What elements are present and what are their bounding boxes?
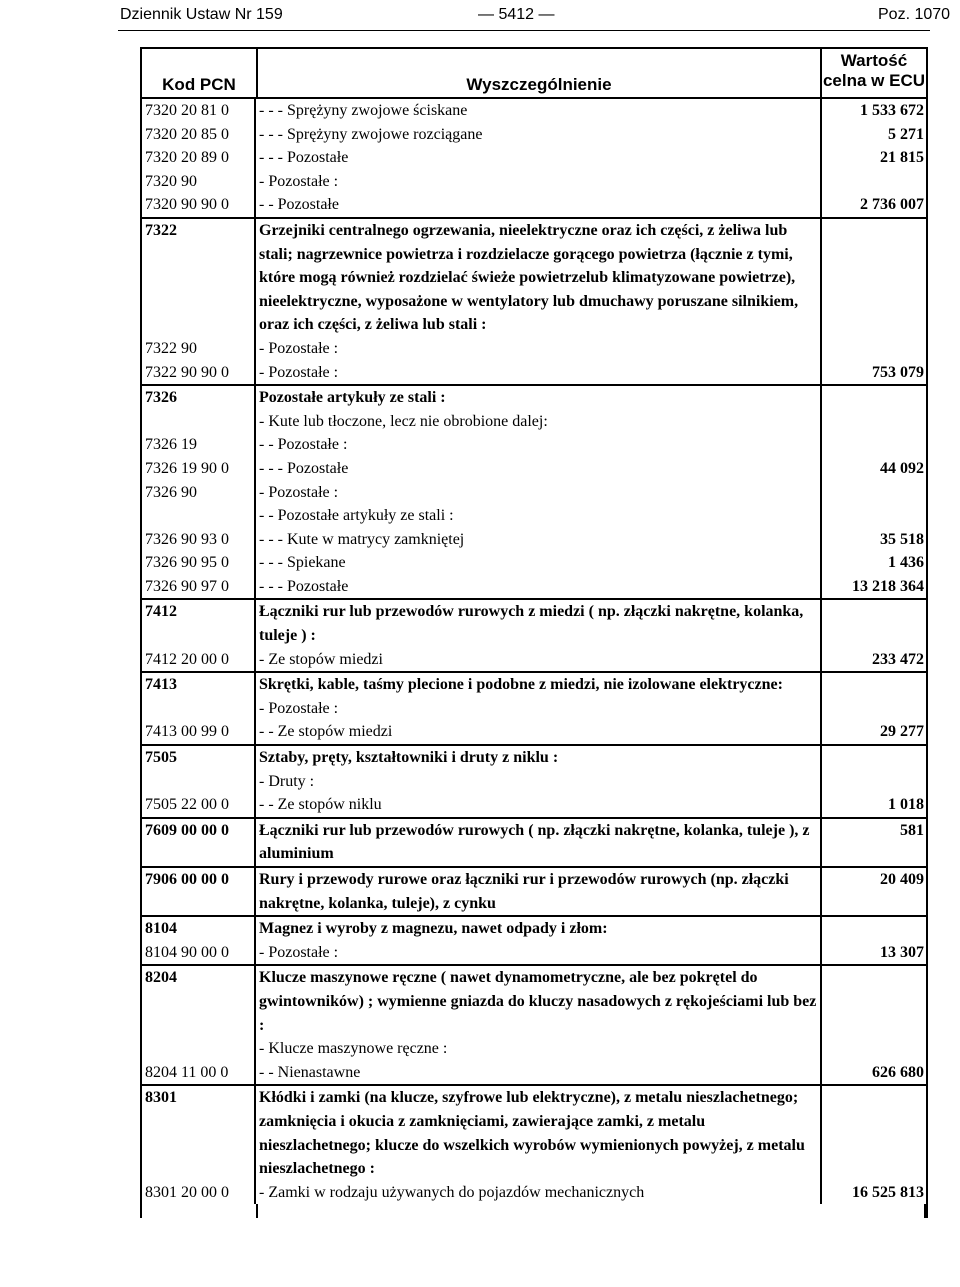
- customs-value: 13 218 364: [852, 577, 924, 595]
- table-row: [142, 817, 926, 866]
- customs-value: 5 271: [888, 125, 924, 143]
- customs-value: [822, 600, 926, 647]
- description: - - - Sprężyny zwojowe rozciągane: [256, 123, 822, 147]
- table-row: [142, 528, 926, 552]
- table-row: [142, 720, 926, 744]
- page-number: — 5412 —: [478, 6, 555, 23]
- description: - - Nienastawne: [256, 1061, 822, 1085]
- customs-value: 35 518: [880, 530, 924, 548]
- customs-value: 233 472: [872, 650, 924, 668]
- table-row: [142, 1061, 926, 1085]
- pcn-code: [142, 697, 256, 721]
- customs-value: [822, 917, 926, 941]
- table-row: [142, 941, 926, 965]
- customs-value: [822, 697, 926, 721]
- pcn-code: 8301: [142, 1086, 256, 1180]
- table-row: [142, 671, 926, 697]
- pcn-code: 7320 20 81 0: [142, 99, 256, 123]
- description: - Pozostałe :: [256, 481, 822, 505]
- customs-value: [822, 481, 926, 505]
- table-row: [142, 361, 926, 385]
- description: - Pozostałe :: [256, 697, 822, 721]
- description: - - Ze stopów niklu: [256, 793, 822, 817]
- customs-value: 44 092: [880, 459, 924, 477]
- header-rule: [118, 30, 930, 31]
- description: Grzejniki centralnego ogrzewania, nieelektryczne oraz ich części, z żeliwa lub stali; nagrzewnice powietrza i rozdzielacze gorącego powietrza (łącznie z tymi, które mogą również rozdzielać świeże powietrzelub klimatyzowane powietrze), nieelektryczne, wyposażone w wentylatory lub dmuchawy poruszane silnikiem, oraz ich części, z żeliwa lub stali :: [256, 219, 822, 337]
- pcn-code: 7322: [142, 219, 256, 337]
- customs-value: [822, 433, 926, 457]
- table-row: [142, 504, 926, 528]
- description: - - - Pozostałe: [256, 575, 822, 599]
- description: - - - Kute w matrycy zamkniętej: [256, 528, 822, 552]
- table-row: [142, 1037, 926, 1061]
- pcn-code: [142, 770, 256, 794]
- customs-value-table: [140, 47, 928, 1218]
- pcn-code: 8104 90 00 0: [142, 941, 256, 965]
- description: - Kute lub tłoczone, lecz nie obrobione dalej:: [256, 410, 822, 434]
- description: - Druty :: [256, 770, 822, 794]
- pcn-code: 7413: [142, 673, 256, 697]
- customs-value: [822, 966, 926, 1037]
- customs-value: 21 815: [880, 149, 924, 167]
- description: - Klucze maszynowe ręczne :: [256, 1037, 822, 1061]
- table-row: [142, 384, 926, 410]
- pcn-code: 8104: [142, 917, 256, 941]
- table-row: [142, 123, 926, 147]
- customs-value: 2 736 007: [860, 196, 924, 214]
- customs-value: 16 525 813: [852, 1183, 924, 1201]
- table-row: [142, 697, 926, 721]
- pcn-code: 7320 20 89 0: [142, 146, 256, 170]
- table-body: [142, 99, 926, 1204]
- table-bottom: [142, 1204, 926, 1218]
- description: - Ze stopów miedzi: [256, 648, 822, 672]
- description: Kłódki i zamki (na klucze, szyfrowe lub elektryczne), z metalu nieszlachetnego; zamknięcia i okucia z zamknięciami, zawierające zamki, z metalu nieszlachetnego; klucze do wszelkich wyrobów wymienionych powyżej, z metalu nieszlachetnego :: [256, 1086, 822, 1180]
- page-header: [0, 4, 960, 30]
- table-row: [142, 433, 926, 457]
- table-row: [142, 481, 926, 505]
- column-header-value: Wartość celna w ECU: [822, 51, 926, 90]
- customs-value: [822, 219, 926, 337]
- pcn-code: 7326 90 97 0: [142, 575, 256, 599]
- description: Łączniki rur lub przewodów rurowych z miedzi ( np. złączki nakrętne, kolanka, tuleje ) :: [256, 600, 822, 647]
- customs-value: [822, 746, 926, 770]
- description: - - Pozostałe artykuły ze stali :: [256, 504, 822, 528]
- description: - Pozostałe :: [256, 941, 822, 965]
- table-header: [142, 47, 926, 99]
- description: - - - Pozostałe: [256, 457, 822, 481]
- table-row: [142, 146, 926, 170]
- description: Łączniki rur lub przewodów rurowych ( np. złączki nakrętne, kolanka, tuleje ), z aluminium: [256, 819, 822, 866]
- table-row: [142, 575, 926, 599]
- customs-value: 753 079: [872, 363, 924, 381]
- pcn-code: 7906 00 00 0: [142, 868, 256, 915]
- description: - Zamki w rodzaju używanych do pojazdów mechanicznych: [256, 1181, 822, 1205]
- customs-value: [822, 410, 926, 434]
- pcn-code: 7413 00 99 0: [142, 720, 256, 744]
- description: - Pozostałe :: [256, 361, 822, 385]
- description: Pozostałe artykuły ze stali :: [256, 386, 822, 410]
- description: - - - Pozostałe: [256, 146, 822, 170]
- description: Skrętki, kable, taśmy plecione i podobne z miedzi, nie izolowane elektryczne:: [256, 673, 822, 697]
- pcn-code: 7326 90 93 0: [142, 528, 256, 552]
- customs-value: [822, 1086, 926, 1180]
- table-row: [142, 915, 926, 941]
- table-row: [142, 744, 926, 770]
- table-row: [142, 99, 926, 123]
- customs-value: [822, 170, 926, 194]
- table-row: [142, 648, 926, 672]
- pcn-code: 7322 90: [142, 337, 256, 361]
- pcn-code: 7326: [142, 386, 256, 410]
- pcn-code: 7320 90 90 0: [142, 193, 256, 217]
- table-row: [142, 1084, 926, 1180]
- customs-value: 13 307: [880, 943, 924, 961]
- table-row: [142, 410, 926, 434]
- pcn-code: [142, 410, 256, 434]
- position-number: Poz. 1070: [878, 6, 951, 23]
- customs-value: 1 533 672: [860, 102, 924, 119]
- customs-value: [822, 673, 926, 697]
- customs-value: [822, 770, 926, 794]
- pcn-code: [142, 504, 256, 528]
- table-row: [142, 551, 926, 575]
- table-row: [142, 866, 926, 915]
- table-row: [142, 964, 926, 1037]
- description: - Pozostałe :: [256, 337, 822, 361]
- table-row: [142, 217, 926, 337]
- table-row: [142, 457, 926, 481]
- customs-value: [822, 386, 926, 410]
- pcn-code: [142, 1037, 256, 1061]
- customs-value: 20 409: [880, 871, 924, 888]
- table-row: [142, 337, 926, 361]
- description: - - - Spiekane: [256, 551, 822, 575]
- pcn-code: 7326 90: [142, 481, 256, 505]
- table-row: [142, 170, 926, 194]
- customs-value: 581: [900, 821, 924, 839]
- pcn-code: 8204 11 00 0: [142, 1061, 256, 1085]
- pcn-code: 7322 90 90 0: [142, 361, 256, 385]
- description: - Pozostałe :: [256, 170, 822, 194]
- column-header-code: Kod PCN: [142, 47, 258, 97]
- pcn-code: 7326 90 95 0: [142, 551, 256, 575]
- table-row: [142, 1181, 926, 1205]
- pcn-code: 7320 90: [142, 170, 256, 194]
- customs-value: [822, 504, 926, 528]
- column-header-description: Wyszczególnienie: [258, 47, 822, 97]
- customs-value: 29 277: [880, 723, 924, 741]
- pcn-code: 7412 20 00 0: [142, 648, 256, 672]
- description: Sztaby, pręty, kształtowniki i druty z niklu :: [256, 746, 822, 770]
- pcn-code: 8204: [142, 966, 256, 1037]
- description: Klucze maszynowe ręczne ( nawet dynamometryczne, ale bez pokrętel do gwintowników) ; wymienne gniazda do kluczy nasadowych z rękojeściami lub bez :: [256, 966, 822, 1037]
- pcn-code: 7505 22 00 0: [142, 793, 256, 817]
- pcn-code: 7505: [142, 746, 256, 770]
- pcn-code: 7326 19 90 0: [142, 457, 256, 481]
- customs-value: 1 436: [888, 554, 924, 572]
- pcn-code: 7326 19: [142, 433, 256, 457]
- customs-value: 626 680: [872, 1063, 924, 1081]
- customs-value: [822, 1037, 926, 1061]
- journal-title: Dziennik Ustaw Nr 159: [120, 6, 283, 23]
- table-row: [142, 193, 926, 217]
- description: - - Pozostałe :: [256, 433, 822, 457]
- pcn-code: 7412: [142, 600, 256, 647]
- customs-value: 1 018: [888, 796, 924, 814]
- pcn-code: 8301 20 00 0: [142, 1181, 256, 1205]
- pcn-code: 7320 20 85 0: [142, 123, 256, 147]
- customs-value: [822, 337, 926, 361]
- description: - - Pozostałe: [256, 193, 822, 217]
- description: Magnez i wyroby z magnezu, nawet odpady i złom:: [256, 917, 822, 941]
- pcn-code: 7609 00 00 0: [142, 819, 256, 866]
- table-row: [142, 770, 926, 794]
- description: - - - Sprężyny zwojowe ściskane: [256, 99, 822, 123]
- table-row: [142, 793, 926, 817]
- description: - - Ze stopów miedzi: [256, 720, 822, 744]
- description: Rury i przewody rurowe oraz łączniki rur i przewodów rurowych (np. złączki nakrętne, kolanka, tuleje), z cynku: [256, 868, 822, 915]
- table-row: [142, 598, 926, 647]
